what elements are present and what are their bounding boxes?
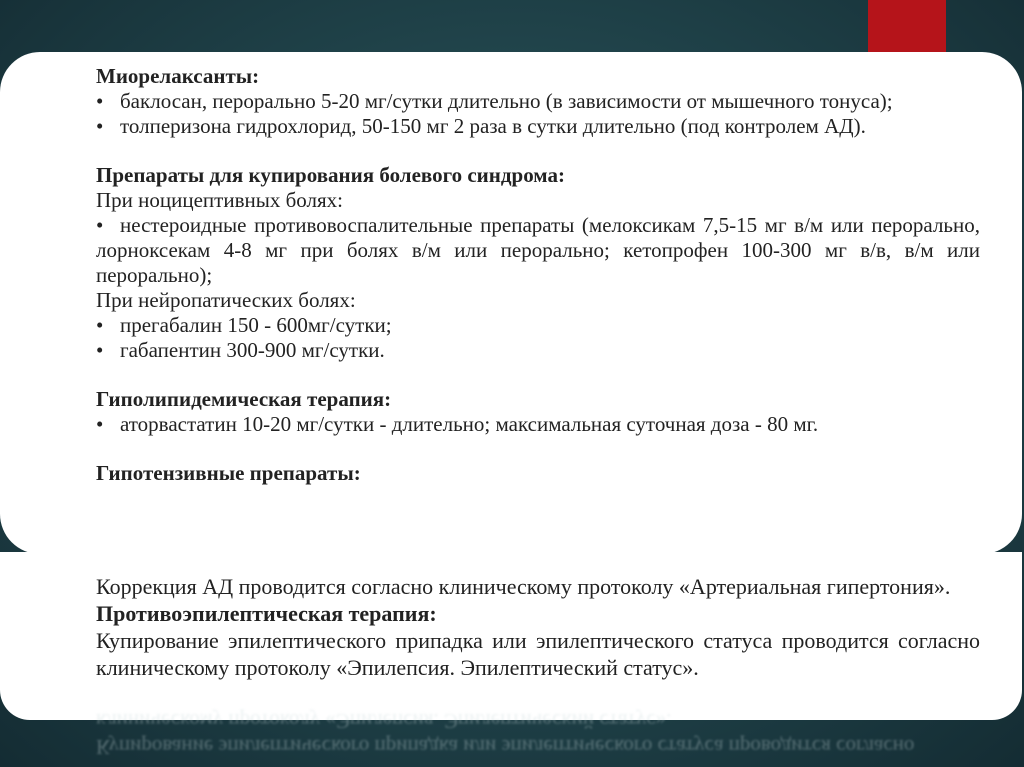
bullet-icon: • <box>96 213 104 237</box>
text-reflection <box>96 709 976 760</box>
list-item <box>96 313 980 338</box>
list-item <box>96 213 980 288</box>
reflection-text: Купирование эпилептического припадка или эпилептического статуса проводится согласно клиническому протоколу «Эпилепсия. Эпилептический статус». <box>96 709 915 759</box>
list-item-text: толперизона гидрохлорид, 50-150 мг 2 раза в сутки длительно (под контролем АД). <box>120 114 866 138</box>
list-item-text: прегабалин 150 - 600мг/сутки; <box>120 313 392 337</box>
bullet-icon: • <box>96 313 104 337</box>
red-accent-bar <box>868 0 946 52</box>
bullet-icon: • <box>96 412 104 436</box>
list-item-text: баклосан, перорально 5-20 мг/сутки длительно (в зависимости от мышечного тонуса); <box>120 89 893 113</box>
bullet-icon: • <box>96 338 104 362</box>
document-body-continued <box>96 573 980 681</box>
nociceptive-subheading: При ноцицептивных болях: <box>96 188 343 212</box>
bullet-icon: • <box>96 89 104 113</box>
spacer <box>96 437 980 461</box>
antiepileptic-text: Купирование эпилептического припадка или эпилептического статуса проводится согласно клиническому протоколу «Эпилепсия. Эпилептический статус». <box>96 628 980 680</box>
list-item <box>96 89 980 114</box>
spacer <box>96 363 980 387</box>
spacer <box>96 139 980 163</box>
hypotensive-heading: Гипотензивные препараты: <box>96 461 361 485</box>
lipid-therapy-heading: Гиполипидемическая терапия: <box>96 387 392 411</box>
list-item <box>96 338 980 363</box>
bullet-icon: • <box>96 114 104 138</box>
list-item-text: аторвастатин 10-20 мг/сутки - длительно; максимальная суточная доза - 80 мг. <box>120 412 819 436</box>
list-item <box>96 412 980 437</box>
muscle-relaxants-heading: Миорелаксанты: <box>96 64 260 88</box>
pain-relief-heading: Препараты для купирования болевого синдрома: <box>96 163 565 187</box>
list-item-text: нестероидные противовоспалительные препараты (мелоксикам 7,5-15 мг в/м или перорально, лорноксекам 4-8 мг при болях в/м или перорально; кетопрофен 100-300 мг в/в, в/м или перорально); <box>96 213 980 287</box>
document-body <box>96 64 980 486</box>
antiepileptic-heading: Противоэпилептическая терапия: <box>96 601 437 626</box>
list-item-text: габапентин 300-900 мг/сутки. <box>120 338 385 362</box>
neuropathic-subheading: При нейропатических болях: <box>96 288 356 312</box>
list-item <box>96 114 980 139</box>
hypotensive-text: Коррекция АД проводится согласно клиническому протоколу «Артериальная гипертония». <box>96 574 951 599</box>
